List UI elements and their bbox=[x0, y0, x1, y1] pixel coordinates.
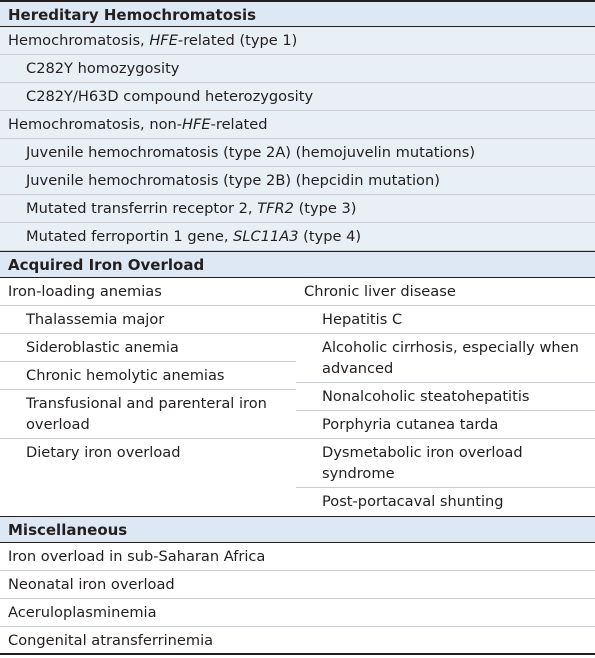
table-row: Iron overload in sub-Saharan Africa bbox=[0, 543, 595, 571]
section-header-acquired: Acquired Iron Overload bbox=[0, 251, 595, 278]
acquired-left-column bbox=[0, 278, 296, 516]
table-row: Hemochromatosis, non-HFE-related bbox=[0, 111, 595, 139]
list-item: Dysmetabolic iron overload syndrome bbox=[296, 439, 595, 488]
list-item: Dietary iron overload bbox=[26, 444, 181, 461]
list-item: Sideroblastic anemia bbox=[0, 334, 296, 362]
list-item: Porphyria cutanea tarda bbox=[296, 411, 595, 439]
list-item: Chronic liver disease bbox=[296, 278, 595, 306]
list-item: Nonalcoholic steatohepatitis bbox=[296, 383, 595, 411]
table-row: Hemochromatosis, HFE-related (type 1) bbox=[0, 27, 595, 55]
table-row: Neonatal iron overload bbox=[0, 571, 595, 599]
section-header-hereditary: Hereditary Hemochromatosis bbox=[0, 0, 595, 27]
table-row: C282Y/H63D compound heterozygosity bbox=[0, 83, 595, 111]
list-item: Post-portacaval shunting bbox=[322, 493, 504, 510]
list-item: Chronic hemolytic anemias bbox=[0, 362, 296, 390]
list-item: Iron-loading anemias bbox=[0, 278, 296, 306]
list-item: Alcoholic cirrhosis, especially when advanced bbox=[296, 334, 595, 383]
table-row: Congenital atransferrinemia bbox=[0, 627, 595, 655]
table-row: Juvenile hemochromatosis (type 2B) (hepcidin mutation) bbox=[0, 167, 595, 195]
acquired-two-column-block bbox=[0, 278, 595, 516]
table-row: Mutated ferroportin 1 gene, SLC11A3 (type 4) bbox=[0, 223, 595, 251]
list-item: Hepatitis C bbox=[296, 306, 595, 334]
list-item: Transfusional and parenteral iron overload bbox=[0, 390, 296, 439]
list-item: Thalassemia major bbox=[0, 306, 296, 334]
table-row: Aceruloplasminemia bbox=[0, 599, 595, 627]
acquired-right-column bbox=[296, 278, 595, 516]
section-header-miscellaneous: Miscellaneous bbox=[0, 516, 595, 543]
table-row: Juvenile hemochromatosis (type 2A) (hemojuvelin mutations) bbox=[0, 139, 595, 167]
table-row: C282Y homozygosity bbox=[0, 55, 595, 83]
table-row: Mutated transferrin receptor 2, TFR2 (type 3) bbox=[0, 195, 595, 223]
